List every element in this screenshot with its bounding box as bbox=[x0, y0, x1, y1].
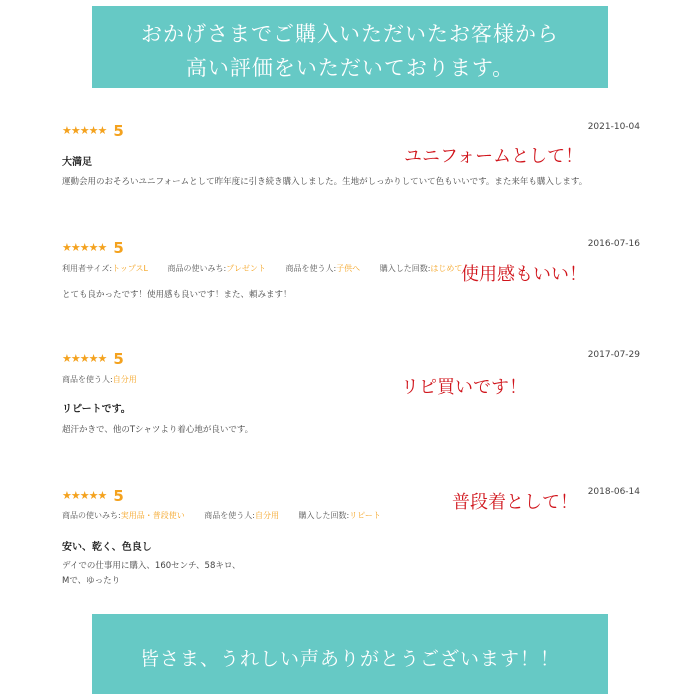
annotation-repeat: リピ買いです！ bbox=[401, 377, 527, 398]
rating-score: 5 bbox=[113, 121, 124, 140]
meta-label: 購入した回数: bbox=[298, 511, 350, 520]
review-meta bbox=[62, 510, 398, 521]
review-date: 2016-07-16 bbox=[587, 239, 640, 249]
meta-value: プレゼント bbox=[226, 264, 266, 273]
review-date: 2021-10-04 bbox=[587, 122, 640, 132]
meta-value: 自分用 bbox=[112, 375, 137, 384]
review-body: 超汗かきで、他のTシャツより着心地が良いです。 bbox=[62, 425, 254, 435]
meta-value: はじめて bbox=[430, 264, 463, 273]
star-rating-icon: ★★★★★ bbox=[62, 352, 107, 365]
star-rating-icon: ★★★★★ bbox=[62, 241, 107, 254]
meta-pair bbox=[168, 264, 266, 273]
star-rating-icon: ★★★★★ bbox=[62, 489, 107, 502]
review-date: 2018-06-14 bbox=[587, 487, 640, 497]
meta-label: 利用者サイズ: bbox=[62, 264, 113, 273]
meta-pair bbox=[299, 511, 381, 520]
meta-pair bbox=[204, 511, 279, 520]
review-body: とても良かったです！使用感も良いです！また、頼みます！ bbox=[62, 290, 292, 300]
annotation-everyday: 普段着として！ bbox=[452, 492, 578, 513]
annotation-usability: 使用感もいい！ bbox=[461, 264, 587, 285]
meta-label: 購入した回数: bbox=[379, 264, 431, 273]
meta-label: 商品の使いみち: bbox=[167, 264, 227, 273]
rating bbox=[62, 237, 124, 255]
meta-value: 実用品・普段使い bbox=[120, 511, 185, 520]
review-date: 2017-07-29 bbox=[587, 350, 640, 360]
rating-score: 5 bbox=[113, 486, 124, 505]
review-title: 大満足 bbox=[62, 157, 92, 168]
meta-value: トップスL bbox=[112, 264, 148, 273]
meta-pair bbox=[285, 264, 360, 273]
meta-pair bbox=[380, 264, 463, 273]
meta-label: 商品を使う人: bbox=[285, 264, 337, 273]
meta-label: 商品を使う人: bbox=[62, 375, 113, 384]
meta-label: 商品の使いみち: bbox=[62, 511, 121, 520]
review-title: リピートです。 bbox=[62, 404, 131, 415]
rating bbox=[62, 120, 124, 138]
meta-value: リピート bbox=[349, 511, 381, 520]
meta-label: 商品を使う人: bbox=[204, 511, 255, 520]
review-title: 安い、乾く、色良し bbox=[62, 542, 152, 553]
meta-value: 自分用 bbox=[254, 511, 279, 520]
header-banner bbox=[92, 6, 608, 88]
review-body: 運動会用のおそろいユニフォームとして昨年度に引き続き購入しました。生地がしっかりしていて色もいいです。また来年も購入します。 bbox=[62, 177, 588, 187]
header-line-1: おかげさまでご購入いただいたお客様から bbox=[141, 22, 559, 46]
review-item bbox=[62, 348, 640, 438]
review-meta bbox=[62, 374, 154, 385]
footer-text: 皆さま、うれしい声ありがとうございます！！ bbox=[139, 648, 560, 670]
meta-pair bbox=[62, 511, 185, 520]
annotation-uniform: ユニフォームとして！ bbox=[404, 146, 584, 167]
meta-value: 子供へ bbox=[336, 264, 361, 273]
rating-score: 5 bbox=[113, 349, 124, 368]
header-line-2: 高い評価をいただいております。 bbox=[185, 56, 515, 80]
star-rating-icon: ★★★★★ bbox=[62, 124, 107, 137]
rating bbox=[62, 485, 124, 503]
footer-banner bbox=[92, 614, 608, 694]
meta-pair bbox=[62, 375, 137, 384]
review-body-line: デイでの仕事用に購入、160センチ、58キロ、 bbox=[62, 561, 241, 571]
meta-pair bbox=[62, 264, 148, 273]
rating-score: 5 bbox=[113, 238, 124, 257]
rating bbox=[62, 348, 124, 366]
review-meta bbox=[62, 263, 479, 274]
review-body-line: Mで、ゆったり bbox=[62, 576, 121, 586]
